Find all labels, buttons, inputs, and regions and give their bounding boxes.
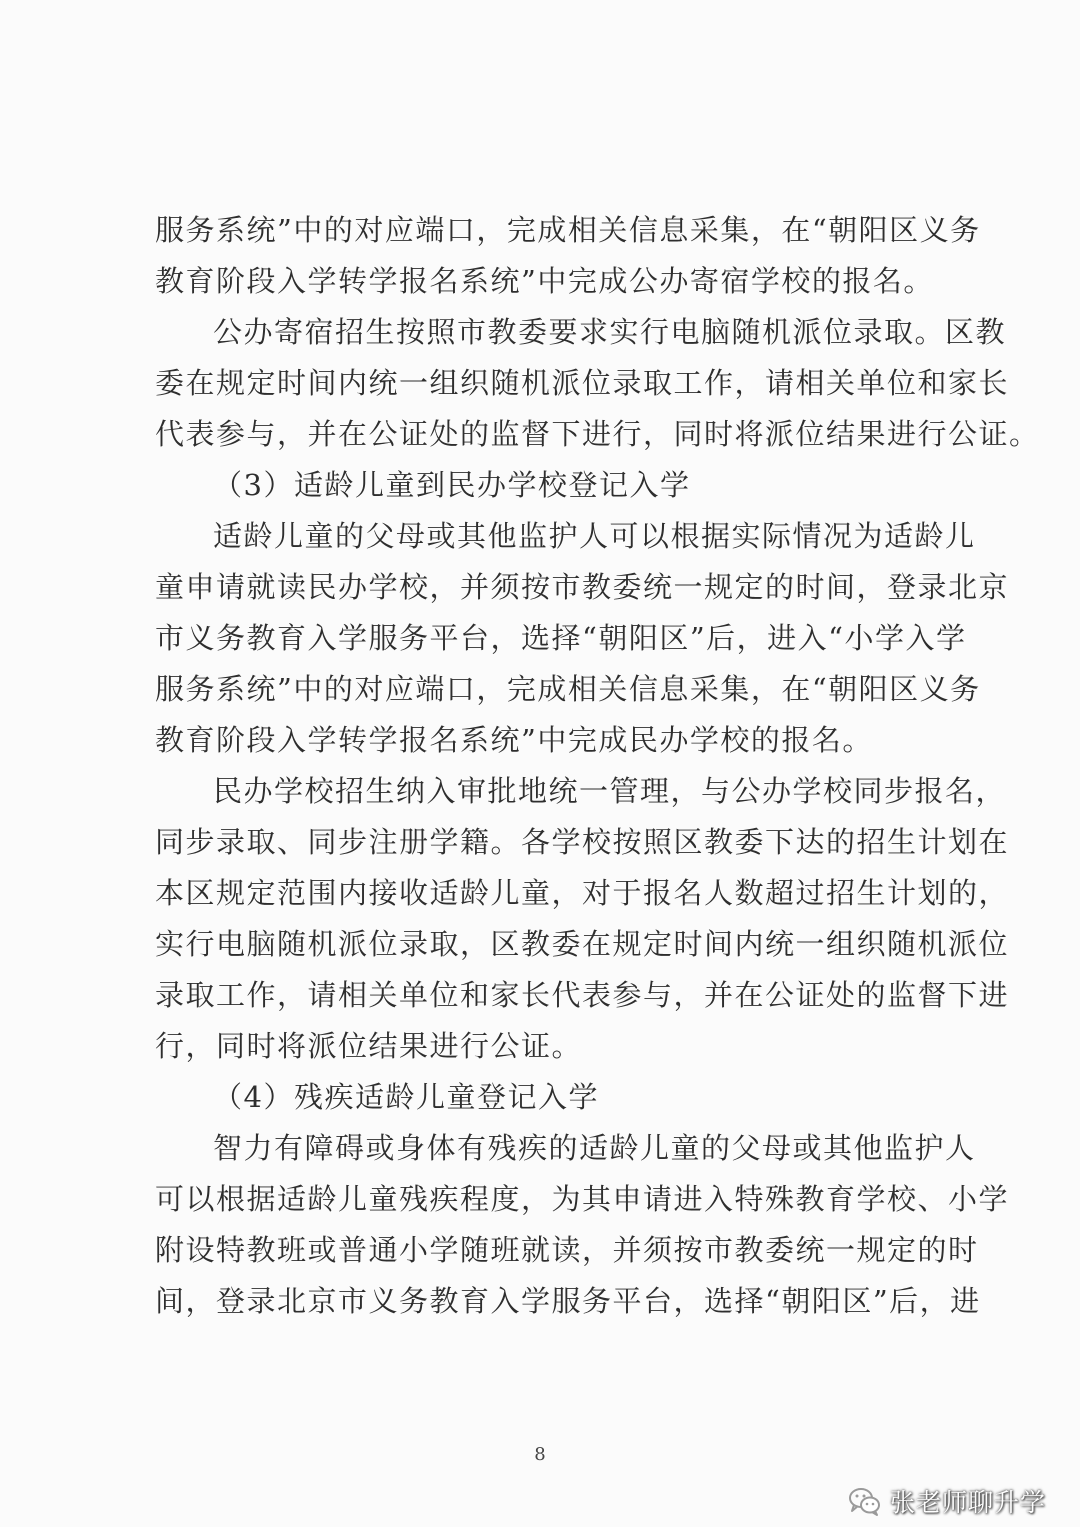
text-line: 代表参与，并在公证处的监督下进行，同时将派位结果进行公证。: [155, 417, 1040, 451]
section-heading: （4）残疾适龄儿童登记入学: [213, 1080, 599, 1114]
paragraph-first-line: 民办学校招生纳入审批地统一管理，与公办学校同步报名，: [213, 774, 1007, 808]
document-body: [155, 205, 1040, 1327]
paragraph-first-line: 适龄儿童的父母或其他监护人可以根据实际情况为适龄儿: [213, 519, 976, 553]
text-line: 间，登录北京市义务教育入学服务平台，选择“朝阳区”后，进: [155, 1284, 981, 1318]
watermark: [848, 1484, 1046, 1518]
paragraph-first-line: 智力有障碍或身体有残疾的适龄儿童的父母或其他监护人: [213, 1131, 976, 1165]
text-line: 教育阶段入学转学报名系统”中完成民办学校的报名。: [155, 723, 873, 757]
section-heading: （3）适龄儿童到民办学校登记入学: [213, 468, 691, 502]
text-line: 服务系统”中的对应端口，完成相关信息采集，在“朝阳区义务: [155, 213, 981, 247]
text-line: 服务系统”中的对应端口，完成相关信息采集，在“朝阳区义务: [155, 672, 981, 706]
text-line: 委在规定时间内统一组织随机派位录取工作，请相关单位和家长: [155, 366, 1010, 400]
text-line: 实行电脑随机派位录取，区教委在规定时间内统一组织随机派位: [155, 927, 1010, 961]
text-line: 同步录取、同步注册学籍。各学校按照区教委下达的招生计划在: [155, 825, 1010, 859]
watermark-text: 张老师聊升学: [889, 1488, 1046, 1517]
text-line: 童申请就读民办学校，并须按市教委统一规定的时间，登录北京: [155, 570, 1010, 604]
page-number: 8: [534, 1444, 546, 1465]
text-line: 录取工作，请相关单位和家长代表参与，并在公证处的监督下进: [155, 978, 1010, 1012]
text-line: 市义务教育入学服务平台，选择“朝阳区”后，进入“小学入学: [155, 621, 967, 655]
text-line: 可以根据适龄儿童残疾程度，为其申请进入特殊教育学校、小学: [155, 1182, 1010, 1216]
text-line: 本区规定范围内接收适龄儿童，对于报名人数超过招生计划的，: [155, 876, 1010, 910]
paragraph-first-line: 公办寄宿招生按照市教委要求实行电脑随机派位录取。区教: [213, 315, 1007, 349]
wechat-icon: [848, 1486, 882, 1516]
text-line: 附设特教班或普通小学随班就读，并须按市教委统一规定的时: [155, 1233, 979, 1267]
text-line: 行，同时将派位结果进行公证。: [155, 1029, 583, 1063]
text-line: 教育阶段入学转学报名系统”中完成公办寄宿学校的报名。: [155, 264, 934, 298]
